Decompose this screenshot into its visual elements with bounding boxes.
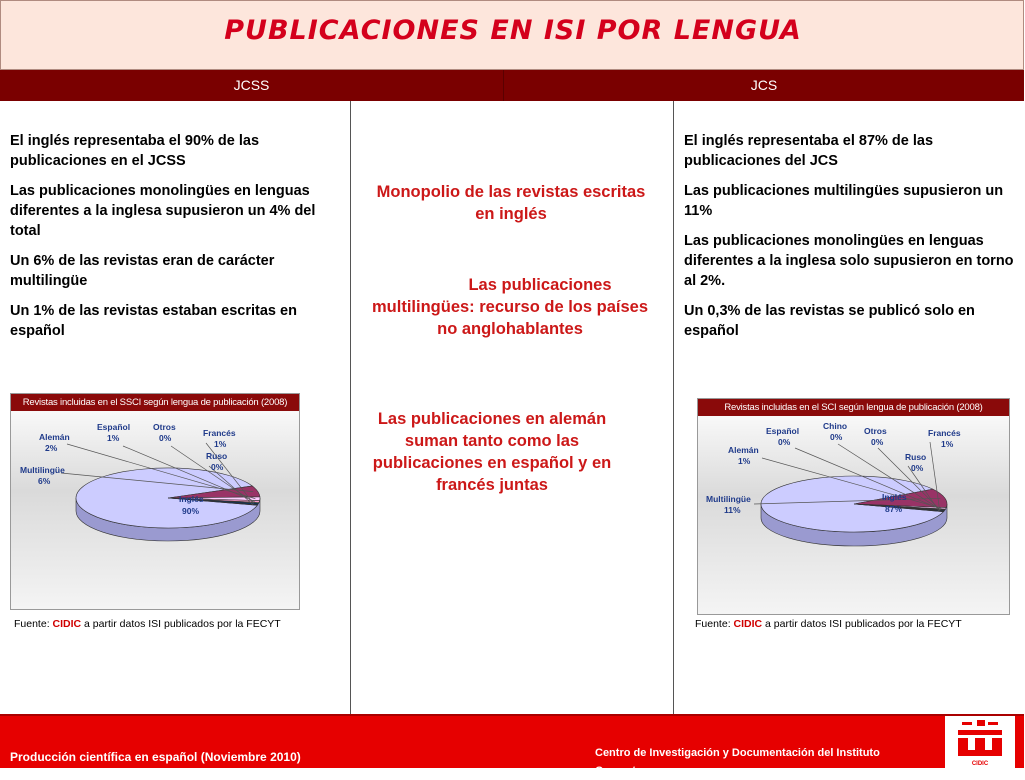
value-espanol: 0% — [778, 437, 791, 447]
title-bar — [0, 0, 1024, 70]
pie-chart-sci-plot — [698, 416, 1011, 616]
bullet-item: Un 6% de las revistas eran de carácter multilingüe — [10, 253, 275, 289]
label-multilingue: Multilingüe — [20, 465, 65, 475]
source-note-right — [695, 618, 962, 630]
bullet-item: Un 0,3% de las revistas se publicó solo en español — [684, 303, 975, 339]
source-suffix: a partir datos ISI publicados por la FECYT — [765, 618, 962, 630]
column-header-jcss: JCSS — [0, 70, 503, 101]
label-otros: Otros — [864, 426, 887, 436]
column-divider-left — [350, 101, 351, 714]
center-highlight-multilingues — [370, 274, 650, 340]
value-chino: 0% — [830, 432, 843, 442]
value-multilingue: 6% — [38, 476, 51, 486]
source-suffix: a partir datos ISI publicados por la FECYT — [84, 618, 281, 630]
value-otros: 0% — [871, 437, 884, 447]
chart-title: Revistas incluidas en el SCI según lengua de publicación (2008) — [698, 399, 1009, 416]
value-ruso: 0% — [211, 462, 224, 472]
source-prefix: Fuente: — [14, 618, 50, 630]
footer-institution: Centro de Investigación y Documentación del Instituto Cervantes — [595, 747, 880, 777]
pie-chart-sci — [697, 398, 1010, 615]
value-frances: 1% — [941, 439, 954, 449]
label-ruso: Ruso — [905, 452, 927, 462]
cidic-logo — [945, 716, 1015, 768]
label-ingles: Inglés — [179, 494, 204, 504]
value-ingles: 90% — [182, 506, 200, 516]
bullet-item: Las publicaciones monolingües en lenguas diferentes a la inglesa supusieron un 4% del total — [10, 183, 316, 239]
footer-bar — [0, 714, 1024, 777]
label-multilingue: Multilingüe — [706, 494, 751, 504]
label-ruso: Ruso — [206, 451, 228, 461]
center-highlight-text: Las publicaciones multilingües: recurso de los países no anglohablantes — [372, 276, 648, 338]
bullet-item: El inglés representaba el 90% de las publicaciones en el JCSS — [10, 133, 260, 169]
pie-chart-ssci — [10, 393, 300, 610]
bullet-item: Las publicaciones monolingües en lenguas diferentes a la inglesa solo supusieron en torno al 2%. — [684, 233, 1014, 289]
value-aleman: 2% — [45, 443, 58, 453]
label-espanol: Español — [97, 422, 131, 432]
jcss-bullets — [10, 131, 330, 351]
label-aleman: Alemán — [728, 445, 759, 455]
value-otros: 0% — [159, 433, 172, 443]
source-prefix: Fuente: — [695, 618, 731, 630]
jcs-bullets — [684, 131, 1014, 351]
bullet-item: Un 1% de las revistas estaban escritas en español — [10, 303, 297, 339]
chart-title: Revistas incluidas en el SSCI según lengua de publicación (2008) — [11, 394, 299, 411]
cidic-logo-icon — [945, 716, 1015, 768]
value-aleman: 1% — [738, 456, 751, 466]
label-otros: Otros — [153, 422, 176, 432]
label-chino: Chino — [823, 421, 848, 431]
pie-chart-ssci-plot — [11, 411, 301, 611]
label-espanol: Español — [766, 426, 800, 436]
value-ruso: 0% — [911, 463, 924, 473]
pie-slices — [761, 476, 947, 532]
logo-text: CIDIC — [971, 761, 989, 767]
value-frances: 1% — [214, 439, 227, 449]
label-frances: Francés — [203, 428, 236, 438]
label-ingles: Inglés — [882, 492, 907, 502]
label-aleman: Alemán — [39, 432, 70, 442]
source-brand: CIDIC — [733, 618, 763, 630]
footer-title: Producción científica en español (Noviembre 2010) — [10, 750, 301, 764]
page-title: PUBLICACIONES EN ISI POR LENGUA — [224, 15, 802, 46]
bullet-item: Las publicaciones multilingües supusieron un 11% — [684, 183, 1004, 219]
value-espanol: 1% — [107, 433, 120, 443]
value-multilingue: 11% — [724, 505, 741, 515]
label-frances: Francés — [928, 428, 961, 438]
column-header-jcs: JCS — [503, 70, 1024, 101]
column-divider-right — [673, 101, 674, 714]
center-highlight-monopolio: Monopolio de las revistas escritas en inglés — [376, 183, 646, 223]
source-brand: CIDIC — [52, 618, 82, 630]
center-highlight-aleman: Las publicaciones en alemán suman tanto como las publicaciones en español y en francés juntas — [372, 410, 612, 494]
value-ingles: 87% — [885, 504, 903, 514]
bullet-item: El inglés representaba el 87% de las publicaciones del JCS — [684, 133, 934, 169]
source-note-left — [14, 618, 281, 630]
